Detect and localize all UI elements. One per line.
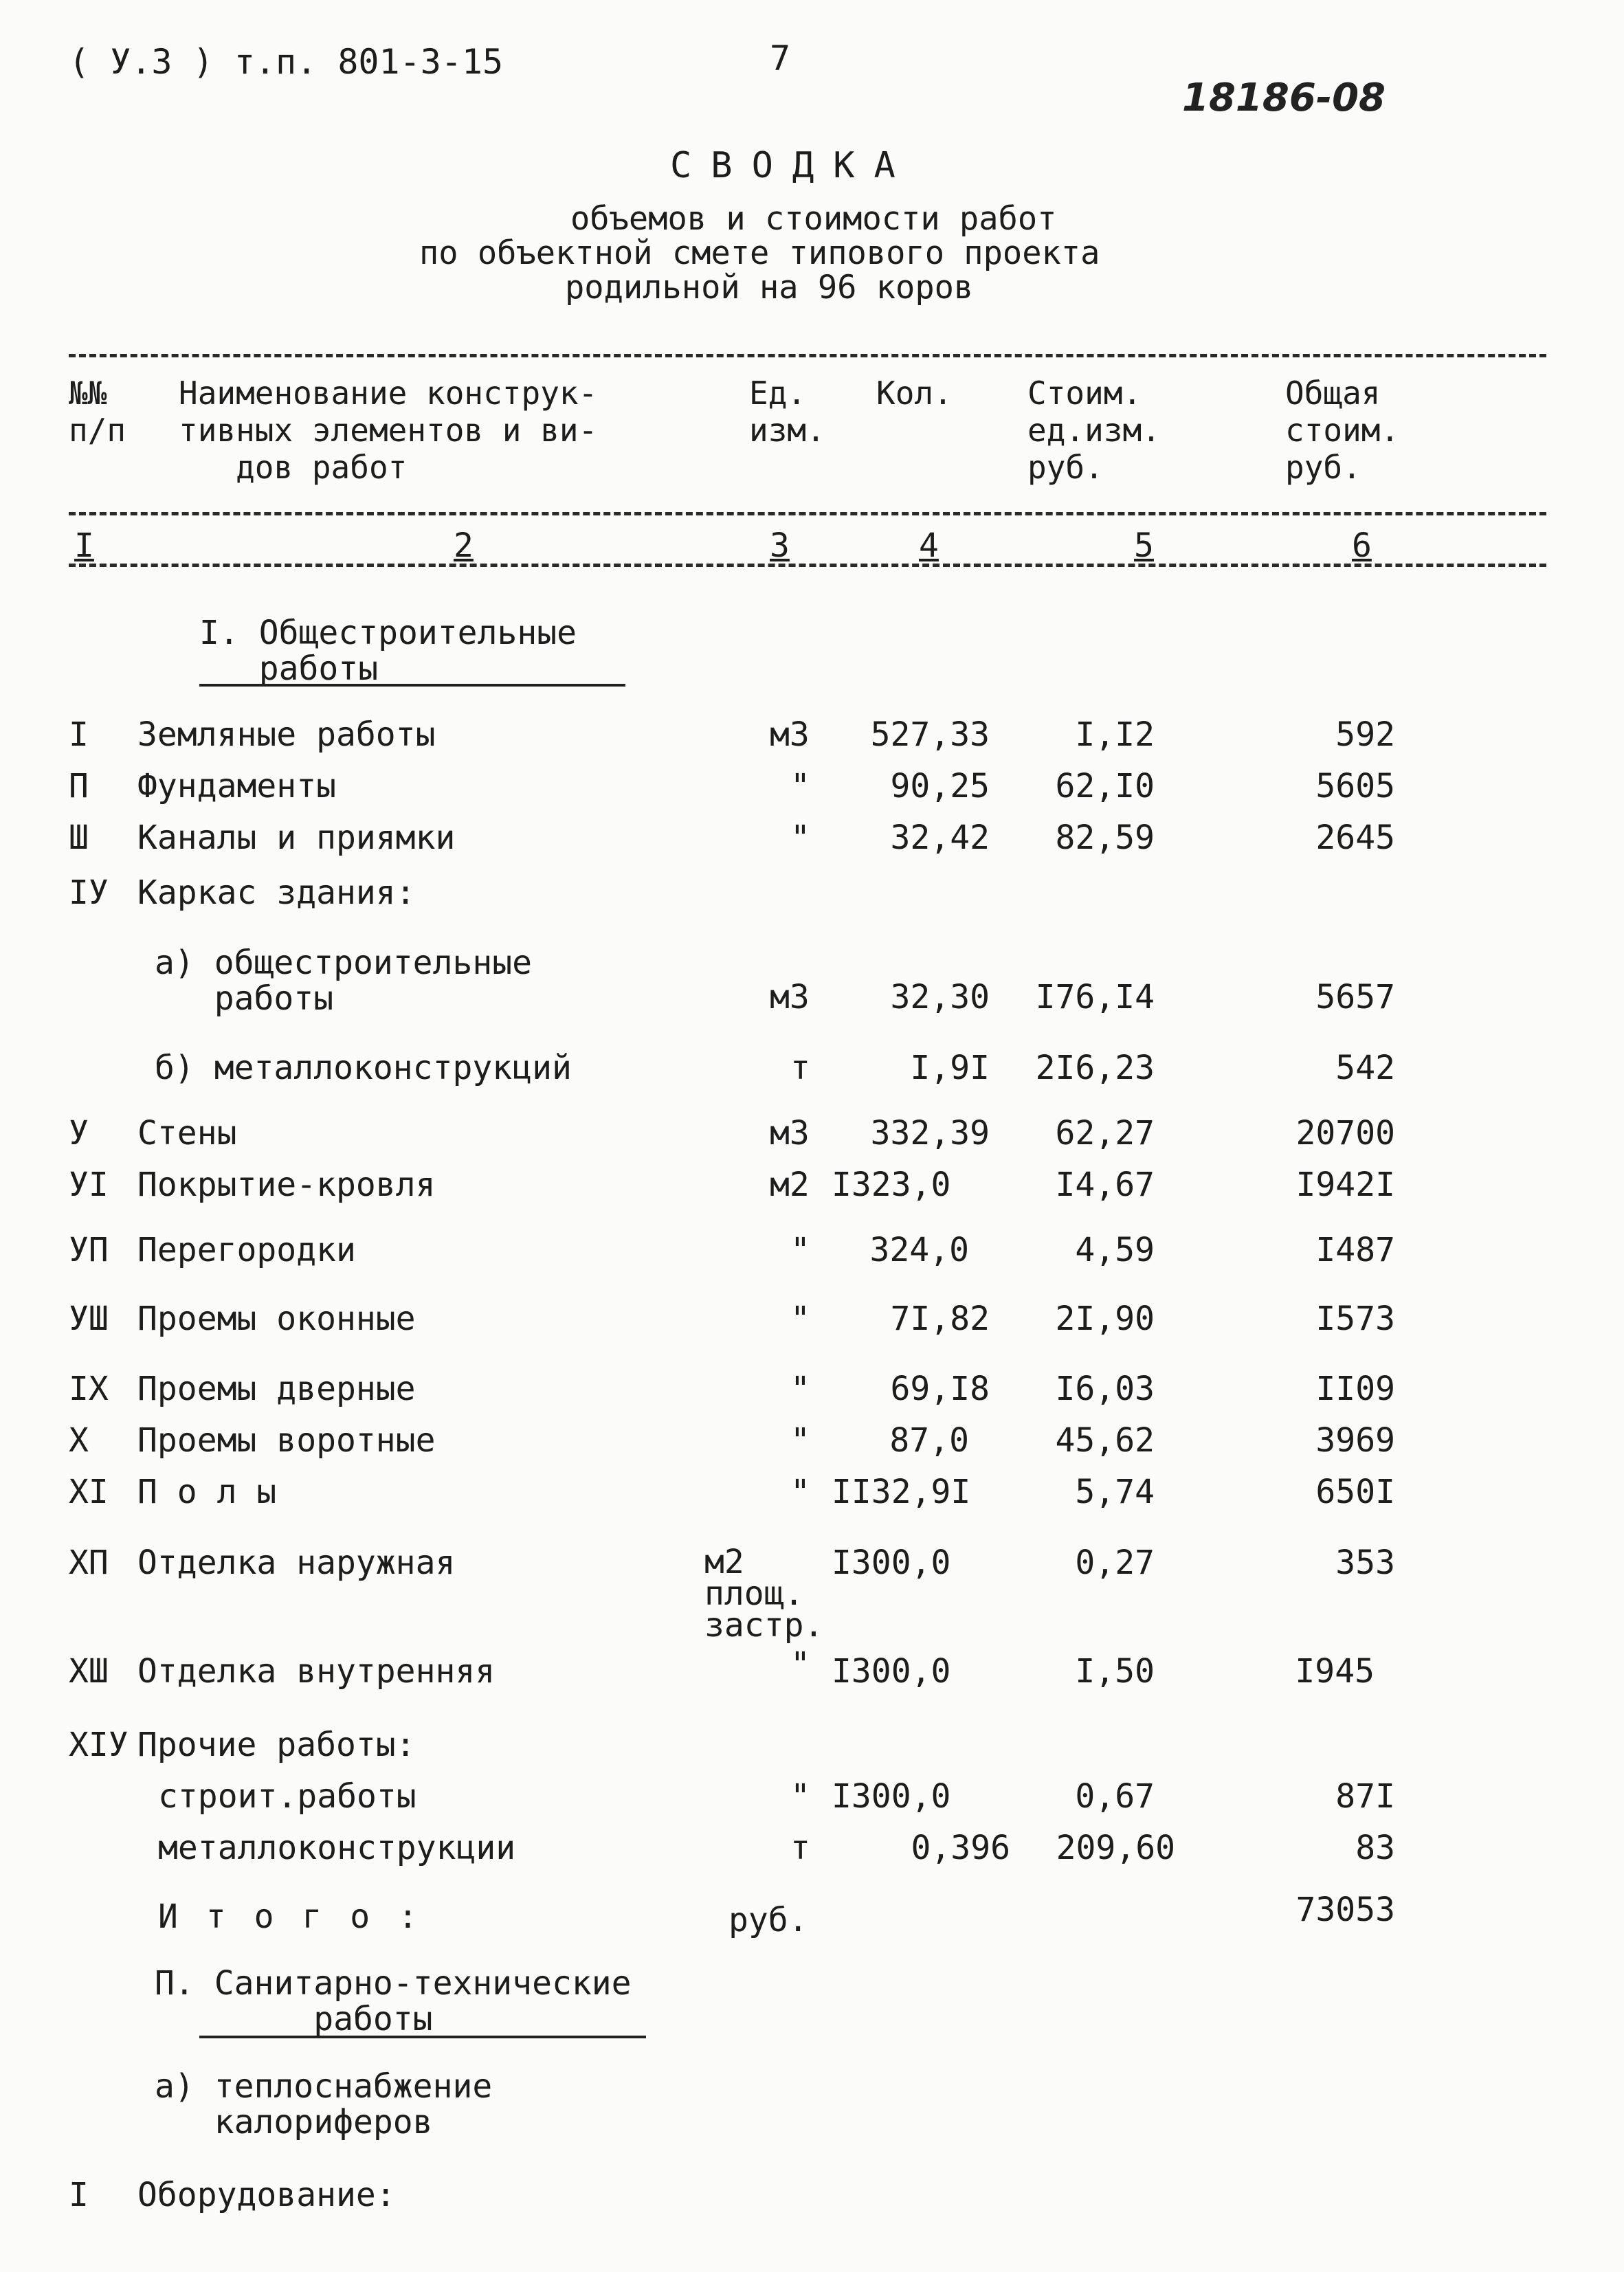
- row-total: I487: [1315, 1231, 1395, 1269]
- row-unit: ": [790, 818, 810, 857]
- col-unit-header: Ед. изм.: [749, 375, 825, 449]
- total-value: 73053: [1295, 1891, 1395, 1929]
- col-unit-cost-header: Стоим. ед.изм. руб.: [1027, 375, 1161, 486]
- row-num: ХIУ: [69, 1726, 129, 1764]
- col-number-5: 5: [1134, 526, 1154, 565]
- row-name: Прочие работы:: [137, 1726, 416, 1764]
- row-name: Земляные работы: [137, 715, 436, 754]
- row-unit: ": [790, 1370, 810, 1408]
- col-number-3: 3: [770, 526, 790, 565]
- row-num: УI: [69, 1166, 109, 1204]
- row-qty: 32,42: [890, 818, 990, 857]
- row-total: 353: [1335, 1544, 1395, 1582]
- archive-number: 18186-08: [1182, 76, 1386, 120]
- row-total: 2645: [1315, 818, 1395, 857]
- row-name: Каналы и приямки: [137, 818, 456, 857]
- doc-subtitle-3: родильной на 96 коров: [565, 269, 974, 307]
- row-unit-cost: 5,74: [1075, 1473, 1155, 1511]
- row-unit: ": [790, 1300, 810, 1338]
- col-number-1: I: [74, 526, 94, 565]
- row-qty: 7I,82: [890, 1300, 990, 1338]
- row-num: IУ: [69, 873, 109, 912]
- doc-subtitle-1: объемов и стоимости работ: [570, 200, 1057, 238]
- row-total: 650I: [1315, 1473, 1395, 1511]
- row-name: а) общестроительные работы: [155, 944, 533, 1018]
- row-name: Фундаменты: [137, 767, 336, 805]
- row-name: Стены: [137, 1114, 237, 1152]
- row-name: Перегородки: [137, 1231, 356, 1269]
- row-unit: м3: [770, 1114, 810, 1152]
- row-unit-cost: I76,I4: [1035, 978, 1155, 1016]
- row-qty: 324,0: [869, 1231, 969, 1269]
- row-qty: II32,9I: [832, 1473, 971, 1511]
- section-1-underline: [199, 684, 625, 687]
- row-name: Покрытие-кровля: [137, 1166, 436, 1204]
- row-unit-cost: 4,59: [1075, 1231, 1155, 1269]
- col-num-header: №№ п/п: [69, 375, 126, 449]
- row-unit: т: [790, 1049, 810, 1087]
- row-name: Проемы оконные: [137, 1300, 416, 1338]
- doc-code: ( У.3 ) т.п. 801-3-15: [69, 42, 504, 82]
- row-qty: 332,39: [870, 1114, 990, 1152]
- doc-subtitle-2: по объектной смете типового проекта: [419, 234, 1100, 272]
- row-qty: 32,30: [890, 978, 990, 1016]
- total-label: И т о г о :: [158, 1897, 422, 1936]
- row-num: УП: [69, 1231, 109, 1269]
- row-unit: м2 площ. застр.: [704, 1543, 824, 1645]
- row-unit: ": [790, 1473, 810, 1511]
- row-unit-cost: I6,03: [1055, 1370, 1155, 1408]
- row-total: 83: [1355, 1829, 1395, 1867]
- row-num: Х: [69, 1421, 89, 1460]
- row-unit: м3: [770, 715, 810, 754]
- total-unit: руб.: [728, 1901, 808, 1939]
- col-number-2: 2: [454, 526, 474, 565]
- section-2-underline: [199, 2036, 646, 2038]
- row-unit: м2: [770, 1166, 810, 1204]
- row-unit-cost: I4,67: [1055, 1166, 1155, 1204]
- section-2-row-num: I: [69, 2176, 89, 2214]
- section-1-title: I. Общестроительные работы: [199, 614, 577, 688]
- row-total: 20700: [1295, 1114, 1395, 1152]
- row-num: ХI: [69, 1473, 109, 1511]
- row-qty: 87,0: [889, 1421, 969, 1460]
- row-unit: ": [790, 767, 810, 805]
- row-num: ХШ: [69, 1652, 109, 1691]
- row-name: строит.работы: [158, 1777, 416, 1816]
- row-unit: м3: [770, 978, 810, 1016]
- row-unit-cost: 2I,90: [1055, 1300, 1155, 1338]
- row-name: П о л ы: [137, 1473, 277, 1511]
- row-unit: т: [790, 1829, 810, 1867]
- row-qty: I300,0: [832, 1652, 951, 1691]
- row-qty: I323,0: [832, 1166, 951, 1204]
- row-total: I945: [1295, 1652, 1375, 1691]
- row-unit-cost: 62,27: [1055, 1114, 1155, 1152]
- row-total: 5605: [1315, 767, 1395, 805]
- col-qty-header: Кол.: [876, 375, 953, 412]
- doc-title: СВОДКА: [670, 145, 915, 186]
- row-name: Проемы воротные: [137, 1421, 436, 1460]
- row-name: Отделка внутренняя: [137, 1652, 496, 1691]
- section-2-sub-a: а) теплоснабжение калориферов: [155, 2067, 493, 2141]
- col-total-header: Общая стоим. руб.: [1285, 375, 1400, 486]
- row-name: Проемы дверные: [137, 1370, 416, 1408]
- row-num: I: [69, 715, 89, 754]
- row-qty: I,9I: [910, 1049, 990, 1087]
- row-unit: ": [790, 1421, 810, 1460]
- row-name: Отделка наружная: [137, 1544, 456, 1582]
- row-unit-cost: 82,59: [1055, 818, 1155, 857]
- row-unit-cost: 62,I0: [1055, 767, 1155, 805]
- row-name: б) металлоконструкций: [155, 1049, 572, 1087]
- row-num: IХ: [69, 1370, 109, 1408]
- row-unit: ": [790, 1645, 810, 1684]
- row-total: 5657: [1315, 978, 1395, 1016]
- row-unit: ": [790, 1777, 810, 1816]
- row-qty: 527,33: [870, 715, 990, 754]
- section-2-row-name: Оборудование:: [137, 2176, 396, 2214]
- section-2-title: П. Санитарно-технические работы: [155, 1964, 632, 2038]
- col-number-6: 6: [1352, 526, 1372, 565]
- row-unit-cost: 0,67: [1075, 1777, 1155, 1816]
- row-unit: ": [790, 1231, 810, 1269]
- row-unit-cost: 2I6,23: [1035, 1049, 1155, 1087]
- row-num: Ш: [69, 818, 89, 857]
- header-rule-bottom: [69, 564, 1546, 567]
- col-name-header: Наименование конструк- тивных элементов и ви- дов работ: [179, 375, 598, 486]
- col-number-4: 4: [919, 526, 939, 565]
- header-rule-top: [69, 354, 1546, 357]
- row-total: 592: [1335, 715, 1395, 754]
- row-num: ХП: [69, 1544, 109, 1582]
- row-num: У: [69, 1114, 89, 1152]
- row-num: П: [69, 767, 89, 805]
- row-total: I942I: [1295, 1166, 1395, 1204]
- row-qty: 90,25: [890, 767, 990, 805]
- row-unit-cost: 45,62: [1055, 1421, 1155, 1460]
- row-total: 542: [1335, 1049, 1395, 1087]
- row-qty: 69,I8: [890, 1370, 990, 1408]
- row-total: 87I: [1335, 1777, 1395, 1816]
- row-name: металлоконструкции: [158, 1829, 516, 1867]
- row-qty: I300,0: [832, 1777, 951, 1816]
- row-unit-cost: I,I2: [1075, 715, 1155, 754]
- row-total: 3969: [1315, 1421, 1395, 1460]
- page-number: 7: [770, 38, 791, 78]
- row-unit-cost: 209,60: [1056, 1829, 1175, 1867]
- row-qty: 0,396: [911, 1829, 1010, 1867]
- row-unit-cost: 0,27: [1075, 1544, 1155, 1582]
- row-num: УШ: [69, 1300, 109, 1338]
- row-name: Каркас здания:: [137, 873, 416, 912]
- row-qty: I300,0: [832, 1544, 951, 1582]
- row-total: II09: [1315, 1370, 1395, 1408]
- row-total: I573: [1315, 1300, 1395, 1338]
- header-rule-mid: [69, 512, 1546, 515]
- row-unit-cost: I,50: [1075, 1652, 1155, 1691]
